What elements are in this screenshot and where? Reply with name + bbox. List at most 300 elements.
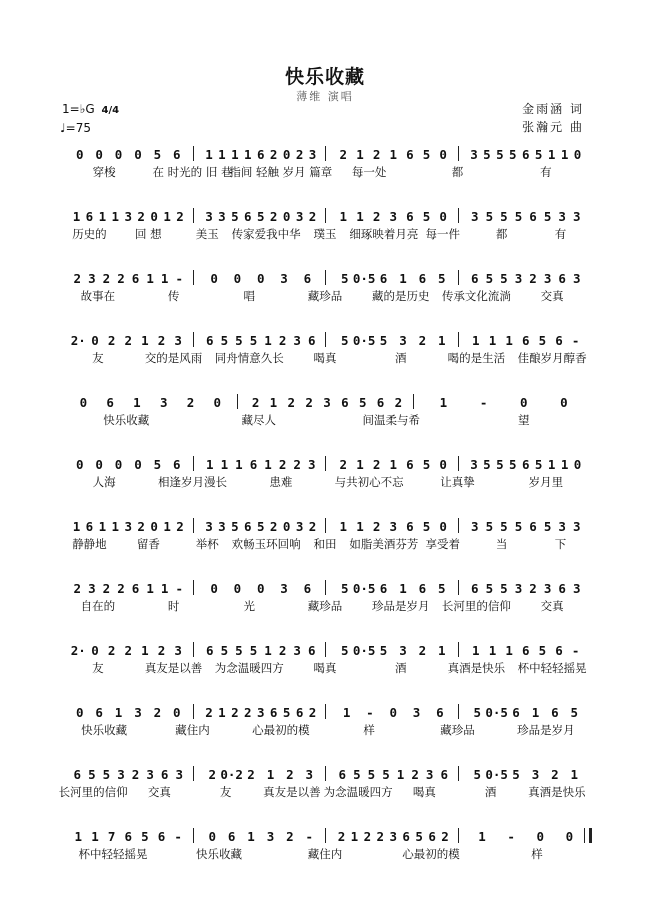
note: 5 — [483, 147, 491, 162]
note: 1 — [146, 581, 154, 596]
note: 1 — [133, 395, 141, 410]
note: 6 — [406, 457, 414, 472]
lyric-phrase: 患难 — [269, 475, 293, 489]
lyric-phrase: 长河里的信仰 — [441, 599, 511, 613]
note: 3 — [88, 581, 96, 596]
note: 6 — [379, 581, 388, 596]
lyrics-row — [60, 660, 590, 678]
note: 6 — [555, 643, 563, 658]
note: 5 — [340, 271, 349, 286]
note: 2 — [186, 395, 195, 410]
note: 6 — [85, 519, 94, 534]
lyric-phrase: 璞玉 — [313, 227, 337, 241]
note: 0 — [282, 147, 291, 162]
note: 1 — [98, 209, 107, 224]
lyrics-row — [60, 226, 590, 244]
note: 3 — [307, 457, 316, 472]
note: 5 — [500, 271, 508, 286]
note: 6 — [244, 519, 252, 534]
notation-row — [60, 580, 590, 600]
note: 1 — [399, 581, 407, 596]
staff-line-1 — [60, 146, 590, 196]
note: 6 — [106, 395, 114, 410]
note: 3 — [174, 333, 182, 348]
lyric-phrase: 指间 轻触 岁月 篇章 — [229, 165, 333, 179]
note: 6 — [303, 581, 312, 596]
note: 2 — [278, 643, 287, 658]
note: 1 — [560, 457, 569, 472]
notation-row — [60, 766, 590, 786]
note: 0 — [256, 271, 265, 286]
note: 3 — [305, 767, 314, 782]
staff-line-4 — [60, 332, 590, 382]
note: - — [175, 271, 183, 286]
note: 2 — [247, 767, 255, 782]
note: 5 — [438, 271, 446, 286]
note: 6 — [551, 705, 559, 720]
note: 0 — [256, 581, 265, 596]
note: 2 — [394, 395, 403, 410]
note: 2 — [372, 209, 381, 224]
note: 1 — [111, 519, 120, 534]
lyric-phrase: 留香 — [136, 537, 160, 551]
note: 2 — [205, 705, 213, 720]
bar-line — [458, 456, 459, 471]
note: 5 — [235, 333, 243, 348]
tempo-mark: ♩=75 — [60, 121, 91, 135]
lyric-phrase: 为念温暖四方 — [214, 661, 284, 675]
note: 0·5 — [485, 767, 508, 782]
note: 6 — [521, 333, 530, 348]
note: 6 — [73, 767, 82, 782]
lyric-phrase: 每一处 — [351, 165, 387, 179]
note: 2 — [131, 767, 140, 782]
lyric-phrase: 快乐收藏 — [81, 723, 128, 737]
bar-line — [458, 766, 459, 781]
note: 6 — [418, 271, 427, 286]
note: 1 — [74, 829, 83, 844]
note: 5 — [538, 333, 547, 348]
note: 2 — [107, 643, 116, 658]
note: 1 — [560, 147, 569, 162]
note: 1 — [218, 705, 226, 720]
note: 6 — [341, 395, 349, 410]
note: 2 — [107, 333, 116, 348]
note: 6 — [521, 457, 530, 472]
note: 1 — [478, 829, 486, 844]
note: 3 — [543, 271, 552, 286]
note: 5 — [500, 581, 508, 596]
note: 5 — [282, 705, 291, 720]
note: 5 — [496, 457, 504, 472]
lyric-phrase: 美玉 — [195, 227, 219, 241]
note: 3 — [175, 767, 183, 782]
bar-line — [458, 332, 459, 347]
lyric-phrase: 下 — [554, 537, 567, 551]
note: 2 — [529, 581, 537, 596]
note: 5 — [422, 457, 431, 472]
note: 6 — [338, 767, 347, 782]
note: 1 — [235, 457, 243, 472]
lyric-phrase: 心最初的模 — [402, 847, 460, 861]
note: 2 — [124, 643, 133, 658]
note: 0·5 — [352, 581, 376, 596]
bar-line — [193, 456, 194, 471]
note: 3 — [218, 519, 226, 534]
note: 3 — [471, 519, 479, 534]
lyric-phrase: 当 — [495, 537, 508, 551]
staff-line-7 — [60, 518, 590, 568]
note: 1 — [266, 767, 275, 782]
note: 3 — [174, 643, 182, 658]
lyric-phrase: 杯中轻轻摇晃 — [517, 661, 587, 675]
note: 1 — [160, 581, 169, 596]
note: 0 — [213, 395, 222, 410]
note: 1 — [98, 519, 107, 534]
lyric-phrase: 藏的是历史 — [371, 289, 430, 303]
lyric-phrase: 藏住内 — [175, 723, 210, 737]
note: 1 — [339, 519, 348, 534]
lyric-phrase: 与共初心不忘 — [334, 475, 404, 489]
note: 2 — [295, 147, 304, 162]
note: 0 — [233, 271, 242, 286]
note: 1 — [472, 333, 480, 348]
performer-line: 薄维 演唱 — [296, 90, 354, 103]
note: 6 — [558, 581, 566, 596]
note: 6 — [269, 705, 278, 720]
note: 2 — [157, 333, 166, 348]
note: 1 — [114, 705, 123, 720]
note: 2 — [293, 457, 301, 472]
note: 2 — [251, 395, 260, 410]
note: 2 — [73, 581, 82, 596]
note: 3 — [124, 209, 133, 224]
note: 3 — [412, 705, 421, 720]
note: 5 — [231, 209, 239, 224]
note: 3 — [558, 209, 566, 224]
note: 0 — [91, 333, 99, 348]
bar-line — [458, 146, 459, 161]
note: 2 — [124, 333, 133, 348]
note: 2 — [278, 333, 287, 348]
bar-line — [193, 642, 194, 657]
note: 2 — [287, 395, 296, 410]
note: 1 — [505, 333, 513, 348]
time-signature: 4/4 — [101, 105, 120, 116]
bar-line — [193, 270, 194, 285]
lyric-phrase: 快乐收藏 — [196, 847, 242, 861]
bar-line — [325, 766, 326, 781]
note: 5 — [473, 767, 481, 782]
note: 5 — [422, 519, 431, 534]
note: 1 — [350, 829, 359, 844]
note: 5 — [141, 829, 149, 844]
note: 3 — [280, 581, 288, 596]
note: 5 — [422, 147, 431, 162]
note: 1 — [231, 147, 239, 162]
note: 5 — [415, 829, 423, 844]
note: 0 — [389, 705, 398, 720]
note: 7 — [107, 829, 116, 844]
note: 6 — [402, 829, 410, 844]
note: 5 — [235, 643, 243, 658]
note: 2 — [176, 209, 184, 224]
note: 6 — [558, 271, 566, 286]
note: 0 — [75, 457, 84, 472]
lyric-phrase: 人海 — [92, 475, 116, 489]
lyrics-row — [60, 784, 590, 802]
note: 2 — [339, 147, 348, 162]
note: 0 — [114, 457, 123, 472]
note: 1 — [141, 333, 149, 348]
note: 3 — [323, 395, 331, 410]
note: 2 — [551, 767, 559, 782]
note: 6 — [85, 209, 94, 224]
note: 5 — [543, 209, 552, 224]
lyric-phrase: 友 — [92, 351, 104, 365]
key-signature — [62, 102, 119, 116]
note: 1 — [570, 767, 579, 782]
lyric-phrase: 间温柔与希 — [362, 413, 420, 427]
staff-line-5 — [60, 394, 590, 444]
note: 3 — [293, 643, 301, 658]
note: 6 — [512, 705, 520, 720]
lyric-phrase: 望 — [518, 413, 530, 427]
lyric-phrase: 藏住内 — [307, 847, 343, 861]
note: 6 — [379, 271, 388, 286]
note: 0 — [210, 581, 218, 596]
lyric-phrase: 交的是风雨 — [144, 351, 203, 365]
bar-line — [325, 642, 326, 657]
note: 6 — [521, 643, 530, 658]
note: 5 — [256, 519, 265, 534]
note: 6 — [428, 829, 436, 844]
bar-line — [458, 704, 459, 719]
note: 3 — [572, 209, 581, 224]
note: 5 — [538, 643, 547, 658]
note: 2 — [102, 581, 111, 596]
note: 6 — [227, 829, 236, 844]
lyric-phrase: 珍品是岁月 — [517, 723, 575, 737]
note: 3 — [205, 209, 213, 224]
note: 3 — [399, 643, 407, 658]
note: 1 — [356, 457, 364, 472]
note: 5 — [102, 767, 111, 782]
note: 1 — [247, 829, 255, 844]
bar-line — [193, 766, 194, 781]
lyric-phrase: 历史的 — [72, 227, 107, 241]
note: 3 — [256, 705, 265, 720]
bar-line — [325, 208, 326, 223]
note: 5 — [485, 209, 494, 224]
note: 0 — [173, 705, 181, 720]
note: 6 — [131, 271, 140, 286]
note: 2 — [137, 209, 145, 224]
note: 2 — [269, 209, 278, 224]
note: 1 — [488, 333, 497, 348]
note: 3 — [295, 519, 304, 534]
note: 1 — [206, 457, 214, 472]
lyric-phrase: 每一件 — [425, 227, 461, 241]
lyric-phrase: 传家爱我中华 — [231, 227, 301, 241]
bar-line — [193, 208, 194, 223]
note: 6 — [173, 457, 181, 472]
lyric-phrase: 让真挚 — [440, 475, 475, 489]
note: 6 — [529, 209, 537, 224]
note: 2 — [278, 457, 287, 472]
note: 3 — [134, 705, 142, 720]
note: 6 — [160, 767, 169, 782]
note: 6 — [307, 643, 316, 658]
staff-line-9 — [60, 642, 590, 692]
note: 2 — [117, 581, 125, 596]
bar-line — [325, 332, 326, 347]
note: - — [571, 643, 580, 658]
note: 5 — [483, 457, 491, 472]
lyric-phrase: 杯中轻轻摇晃 — [78, 847, 148, 861]
note: 1 — [244, 147, 252, 162]
note: 3 — [117, 767, 125, 782]
bar-line — [458, 828, 459, 843]
lyric-phrase: 长河里的信仰 — [58, 785, 128, 799]
note: 5 — [88, 767, 96, 782]
note: 0 — [95, 147, 103, 162]
note: 1 — [160, 271, 169, 286]
lyric-phrase: 酒 — [484, 785, 497, 799]
notation-row — [60, 332, 590, 352]
lyric-phrase: 友 — [219, 785, 232, 799]
lyrics-row — [60, 722, 590, 740]
lyric-phrase: 有 — [540, 165, 552, 179]
bar-line — [458, 518, 459, 533]
lyric-phrase: 样 — [531, 847, 543, 861]
note: 0 — [560, 395, 568, 410]
note: 1 — [356, 147, 364, 162]
note: 2 — [418, 333, 427, 348]
staff-line-3 — [60, 270, 590, 320]
note: 0 — [536, 829, 545, 844]
note: 2 — [411, 767, 419, 782]
note: 2 — [157, 643, 166, 658]
note: 0 — [134, 147, 142, 162]
lyric-phrase: 和田 — [313, 537, 337, 551]
song-title: 快乐收藏 — [284, 66, 365, 88]
note: 2 — [308, 209, 317, 224]
note: 2 — [73, 271, 82, 286]
staff-line-8 — [60, 580, 590, 630]
note: 5 — [509, 457, 517, 472]
lyric-phrase: 有 — [554, 227, 567, 241]
note: 1 — [264, 643, 272, 658]
note: 0 — [150, 209, 158, 224]
note: 3 — [572, 519, 581, 534]
note: 1 — [547, 457, 556, 472]
note: 1 — [389, 457, 398, 472]
note: 5 — [500, 519, 508, 534]
lyric-phrase: 享受着 — [425, 537, 461, 551]
note: 3 — [572, 581, 581, 596]
note: 1 — [269, 395, 278, 410]
note: 1 — [396, 767, 405, 782]
lyric-phrase: 岁月里 — [528, 475, 564, 489]
note: 3 — [159, 395, 168, 410]
lyric-phrase: 静静地 — [72, 537, 107, 551]
note: 2 — [137, 519, 145, 534]
note: 0 — [79, 395, 88, 410]
note: 0 — [439, 519, 447, 534]
lyrics-row — [60, 164, 590, 182]
note: 0 — [75, 147, 84, 162]
note: 3 — [124, 519, 133, 534]
note: 3 — [293, 333, 301, 348]
lyric-phrase: 真酒是快乐 — [528, 785, 586, 799]
note: 6 — [471, 581, 479, 596]
note: 2 — [376, 829, 385, 844]
note: 5 — [534, 457, 543, 472]
note: 5 — [514, 519, 523, 534]
note: 2 — [269, 147, 278, 162]
bar-line — [193, 518, 194, 533]
note: 6 — [406, 147, 414, 162]
lyric-phrase: 藏珍品 — [440, 723, 475, 737]
note: 5 — [422, 209, 431, 224]
note: 5 — [153, 457, 162, 472]
lyric-phrase: 回 想 — [135, 227, 162, 241]
note: 3 — [88, 271, 96, 286]
note: 2 — [244, 705, 252, 720]
lyric-phrase: 交真 — [147, 785, 171, 799]
note: 0 — [91, 643, 99, 658]
lyric-phrase: 在 时光的 旧 巷 — [152, 165, 233, 179]
note: 5 — [485, 271, 494, 286]
note: 1 — [438, 643, 446, 658]
note: 1 — [547, 147, 556, 162]
note: 2 — [529, 271, 537, 286]
notation-row — [60, 208, 590, 228]
bar-line — [193, 828, 194, 843]
staff-line-12 — [60, 828, 590, 878]
note: 2 — [176, 519, 184, 534]
note: 5 — [340, 581, 349, 596]
note: 6 — [307, 333, 316, 348]
note: 1 — [488, 643, 497, 658]
note: 6 — [555, 333, 563, 348]
note: - — [366, 705, 374, 720]
note: 6 — [157, 829, 166, 844]
note: 0 — [565, 829, 574, 844]
note: 5 — [249, 333, 258, 348]
note: 2 — [231, 705, 239, 720]
note: 1 — [505, 643, 513, 658]
note: 1 — [111, 209, 120, 224]
lyric-phrase: 喝真 — [412, 785, 436, 799]
note: 1 — [339, 209, 348, 224]
note: 5 — [153, 147, 162, 162]
bar-line — [458, 208, 459, 223]
note: 3 — [558, 519, 566, 534]
lyric-phrase: 交真 — [540, 289, 564, 303]
note: 0 — [208, 829, 216, 844]
note: 6 — [303, 271, 312, 286]
note: 0 — [210, 271, 218, 286]
note: 5 — [500, 209, 508, 224]
lyric-phrase: 唱 — [243, 289, 256, 303]
note: 5 — [512, 767, 520, 782]
note: - — [571, 333, 580, 348]
note: 1 — [389, 147, 398, 162]
lyricist-credit: 金雨涵 词 — [522, 102, 584, 116]
note: 3 — [514, 581, 523, 596]
